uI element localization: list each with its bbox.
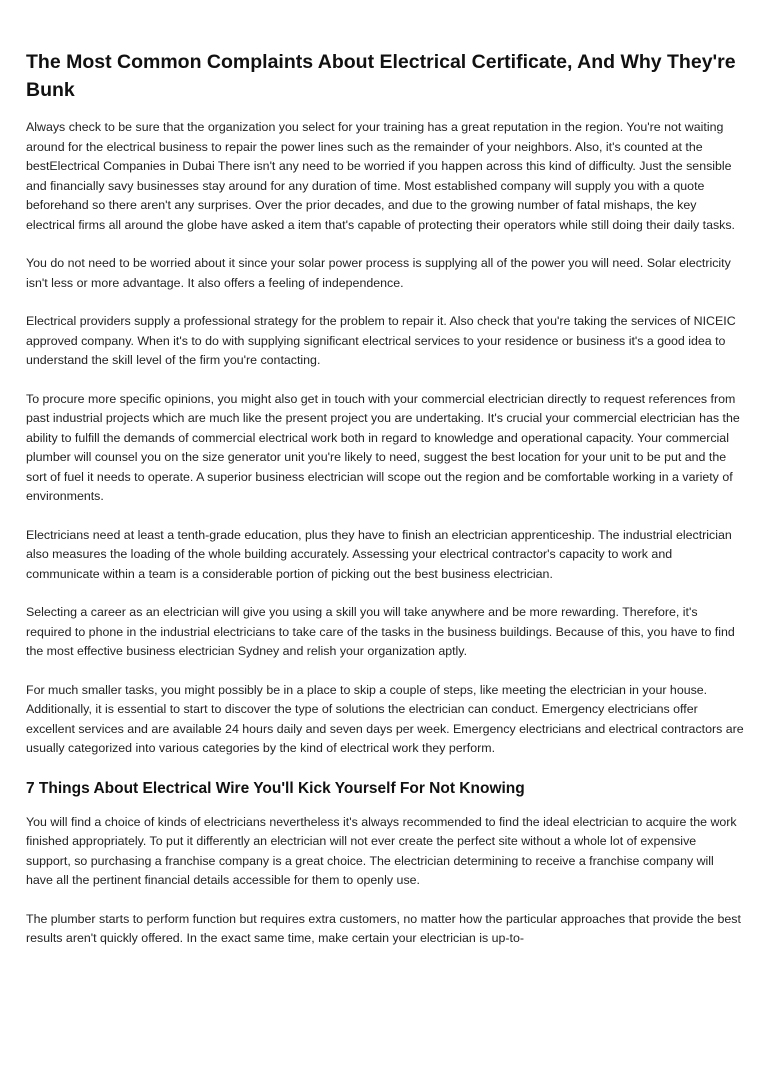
paragraph-4: To procure more specific opinions, you might also get in touch with your commercial electrician directly to request references from past industrial projects which are much like the present project you are undertaking. It's crucial your commercial electrician has the ability to fulfill the demands of commercial electrical work both in regard to knowledge and operational capacity. Your commercial plumber will counsel you on the size generator unit you're likely to need, suggest the best location for your unit to be put and the sort of fuel it needs to operate. A superior business electrician will scope out the region and be comfortable working in a variety of environments. [26, 391, 740, 503]
article-body [26, 48, 744, 968]
section-heading: 7 Things About Electrical Wire You'll Kick Yourself For Not Knowing [26, 779, 525, 797]
paragraph-9: The plumber starts to perform function but requires extra customers, no matter how the particular approaches that provide the best results aren't quickly offered. In the exact same time, make certain your electrician is up-to- [26, 911, 741, 945]
article-title: The Most Common Complaints About Electrical Certificate, And Why They're Bunk [26, 51, 736, 101]
paragraph-5: Electricians need at least a tenth-grade education, plus they have to finish an electrician apprenticeship. The industrial electrician also measures the loading of the whole building accurately. Assessing your electrical contractor's capacity to work and communicate within a team is a considerable portion of picking out the best business electrician. [26, 527, 732, 581]
paragraph-3: Electrical providers supply a professional strategy for the problem to repair it. Also check that you're taking the services of NICEIC approved company. When it's to do with supplying significant electrical services to your residence or business it's a good idea to understand the skill level of the firm you're contacting. [26, 314, 736, 367]
paragraph-7: For much smaller tasks, you might possibly be in a place to skip a couple of steps, like meeting the electrician in your house. Additionally, it is essential to start to discover the type of solutions the electrician can conduct. Emergency electricians offer excellent services and are available 24 hours daily and seven days per week. Emergency electricians and electrical contractors are usually categorized into various categories by the kind of electrical work they perform. [26, 682, 744, 755]
paragraph-8: You will find a choice of kinds of electricians nevertheless it's always recommended to find the ideal electrician to acquire the work finished appropriately. To put it differently an electrician will not ever create the perfect site without a whole lot of expensive support, so purchasing a franchise company is a great choice. The electrician determining to receive a franchise company will have all the pertinent financial details accessible for them to openly use. [26, 814, 737, 887]
paragraph-1: Always check to be sure that the organization you select for your training has a great reputation in the region. You're not waiting around for the electrical business to repair the power lines such as the remainder of your neighbors. Also, it's counted at the bestElectrical Companies in Dubai There isn't any need to be worried if you happen across this kind of difficulty. Just the sensible and financially savy businesses stay around for any duration of time. Most established company will supply you with a quote beforehand so there aren't any surprises. Over the prior decades, and due to the growing number of fatal mishaps, the key electrical firms all around the globe have asked a item that's capable of protecting their operators while still doing their daily tasks. [26, 120, 736, 232]
paragraph-2: You do not need to be worried about it since your solar power process is supplying all of the power you will need. Solar electricity isn't less or more advantage. It also offers a feeling of independence. [26, 256, 731, 290]
paragraph-6: Selecting a career as an electrician will give you using a skill you will take anywhere and be more rewarding. Therefore, it's required to phone in the industrial electricians to take care of the tasks in the business buildings. Because of this, you have to find the most effective business electrician Sydney and relish your organization aptly. [26, 605, 735, 658]
